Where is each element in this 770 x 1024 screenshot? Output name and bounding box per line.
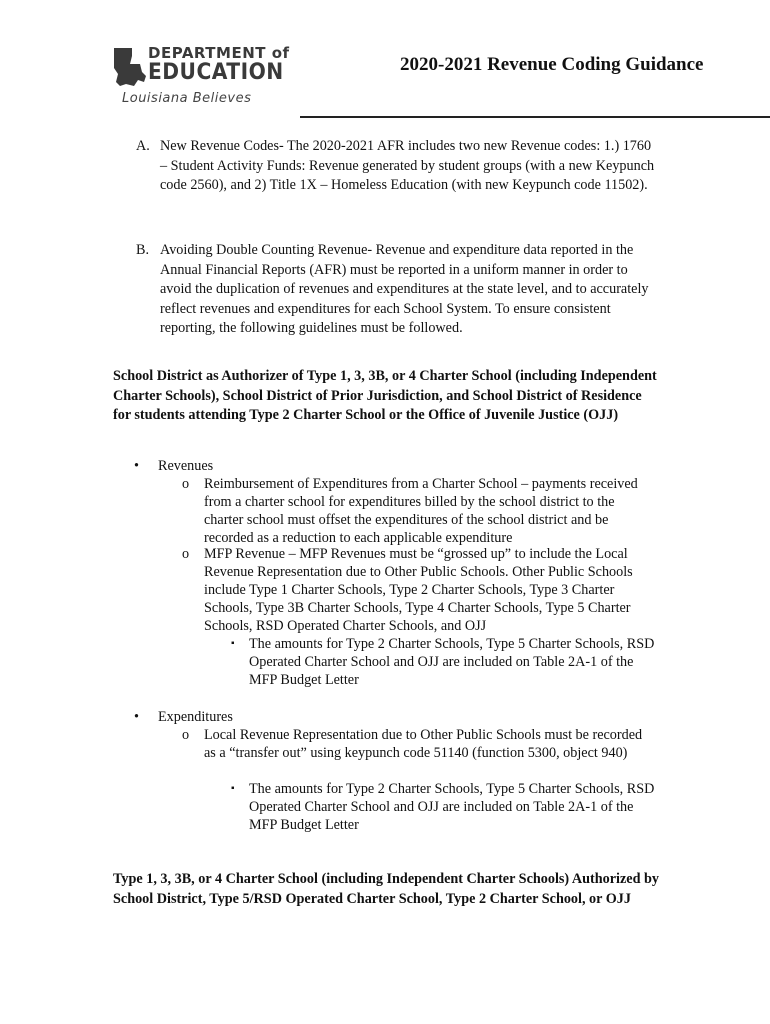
local-revenue-text: Local Revenue Representation due to Other Public Schools must be recorded as a “transfer out” using keypunch code 51140 (function 5300, object 940) [204,727,643,761]
local-revenue-amounts-text: The amounts for Type 2 Charter Schools, Type 5 Charter Schools, RSD Operated Charter School and OJJ are included on Table 2A-1 of the MFP Budget Letter [249,781,655,833]
section-b-label: B. [136,242,150,258]
mfp-revenue-text: MFP Revenue – MFP Revenues must be “grossed up” to include the Local Revenue Representation due to Other Public Schools. Other Public Schools include Type 1 Charter Schools, Type 2 Charter Schools, Type 3 Charter Schools, Type 3B Charter Schools, Type 4 Charter Schools, Type 5 Charter Schools, RSD Operated Charter Schools, and OJJ [204,546,633,634]
section-a-text: New Revenue Codes- The 2020-2021 AFR includes two new Revenue codes: 1.) 1760 – Student Activity Funds: Revenue generated by student groups (with a new Keypunch code 2560), and 2) Title 1X – Homeless Education (with new Keypunch code 11502). [160,138,655,193]
logo-line-education: EDUCATION [148,60,284,85]
department-logo [110,40,295,115]
reimbursement-text: Reimbursement of Expenditures from a Charter School – payments received from a charter school for expenditures billed by the school district to the charter school must offset the expenditures of the school district and be recorded as a reduction to each applicable expenditure [204,476,638,546]
list-item-revenues [134,457,214,475]
expenditures-title: Expenditures [158,709,233,725]
louisiana-state-icon [112,46,148,90]
list-item-mfp-revenue [182,545,654,635]
circle-marker: o [182,546,190,562]
section-b [136,241,660,339]
section-a [136,137,660,196]
page-title: 2020-2021 Revenue Coding Guidance [400,54,704,75]
circle-marker: o [182,476,190,492]
header-divider [300,116,770,118]
list-item-local-revenue [182,726,654,762]
section-a-label: A. [136,138,150,154]
revenues-title: Revenues [158,458,214,474]
logo-tagline: Louisiana Believes [122,91,252,106]
bullet-marker: • [134,709,139,725]
list-item-local-revenue-amounts [231,780,659,834]
square-marker: ▪ [231,638,235,649]
mfp-amounts-text: The amounts for Type 2 Charter Schools, Type 5 Charter Schools, RSD Operated Charter School and OJJ are included on Table 2A-1 of the MFP Budget Letter [249,636,655,688]
section-b-text: Avoiding Double Counting Revenue- Revenue and expenditure data reported in the Annual Financial Reports (AFR) must be reported in a uniform manner in order to avoid the duplication of revenues and expenditures at the state level, and to accurately reflect revenues and expenditures for each School System. To ensure consistent reporting, the following guidelines must be followed. [160,242,649,336]
list-item-expenditures [134,708,233,726]
list-item-reimbursement [182,475,654,547]
circle-marker: o [182,727,190,743]
square-marker: ▪ [231,783,235,794]
logo-line-department: DEPARTMENT of [148,44,290,62]
list-item-mfp-amounts [231,635,659,689]
bullet-marker: • [134,458,139,474]
section-heading-school-district: School District as Authorizer of Type 1, 3, 3B, or 4 Charter School (including Independent Charter Schools), School District of Prior Jurisdiction, and School District of Residence for students attending Type 2 Charter School or the Office of Juvenile Justice (OJJ) [113,368,657,423]
section-heading-charter-school: Type 1, 3, 3B, or 4 Charter School (including Independent Charter Schools) Authorized by School District, Type 5/RSD Operated Charter School, Type 2 Charter School, or OJJ [113,871,660,907]
